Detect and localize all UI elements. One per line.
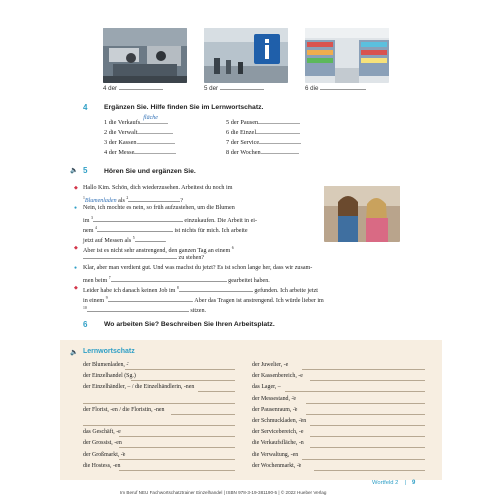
ex4-item-5: 5 der Pausen [226, 119, 300, 126]
exercise-5-title: Hören Sie und ergänzen Sie. [104, 168, 196, 175]
lernwortschatz-entry: der Schmuckladen, -̈en [252, 418, 307, 424]
ex4-item-6: 6 die Einzel [226, 129, 300, 136]
answer-line [83, 403, 235, 404]
dialogue-line-5: nem $^4$ ist nichts für mich. Ich arbeite [83, 226, 248, 235]
dialogue-line-4: im $^3$ einzukaufen. Die Arbeit in ei- [83, 216, 257, 225]
lernwortschatz-title: Lernwortschatz [83, 348, 135, 355]
lernwortschatz-entry: der Blumenladen, -̈ [83, 362, 129, 368]
answer-line [83, 425, 235, 426]
dialogue-line-7: Aber ist es nicht sehr anstrengend, den ganzen Tag an einem $^6$ [83, 246, 234, 255]
lernwortschatz-entry: das Lager, – [252, 384, 281, 391]
answer-line [310, 447, 425, 448]
dialogue-line-1: Hallo Kim. Schön, dich wiederzusehen. Arbeitest du noch im [83, 185, 233, 191]
dialogue-bullet-2: ● [74, 205, 78, 211]
page-number: 9 [412, 480, 416, 486]
answer-line [310, 380, 425, 381]
dialogue-line-10: men beim $^7$ gearbeitet haben. [83, 276, 270, 285]
page-section-label: Wortfeld 2 [372, 480, 399, 486]
ex4-item-1: 1 die Verkaufs fläche [104, 119, 168, 126]
lernwortschatz-entry: der Kassenbereich, -e [252, 373, 303, 380]
answer-line [171, 414, 235, 415]
ex4-item-8: 8 der Wochen [226, 149, 299, 156]
dialogue-line-9: Klar, aber man verdient gut. Und was machst du jetzt? Es ist schon lange her, dass wir zusam- [83, 265, 313, 271]
photo-market-stall [103, 28, 187, 83]
answer-line [119, 436, 235, 437]
lernwortschatz-entry: der Grossist, -en [83, 440, 122, 447]
lernwortschatz-speaker-icon[interactable]: 🔈 [70, 349, 79, 356]
dialogue-bullet-1: ◆ [74, 185, 78, 191]
lernwortschatz-entry: die Hostess, -en [83, 462, 121, 469]
answer-line [285, 391, 425, 392]
photo-caption-4: 4 der [103, 85, 163, 92]
photo-caption-6: 6 die [305, 85, 366, 92]
photo-two-women-talking [324, 186, 400, 242]
dialogue-line-8: zu stehen? [83, 253, 204, 263]
dialogue-line-3: Nein, ich mochte es nein, so früh aufzustehen, um die Blumen [83, 205, 235, 211]
dialogue-bullet-5: ◆ [74, 285, 78, 291]
ex4-item-2: 2 die Verwalt [104, 129, 173, 136]
lernwortschatz-entry: die Verkaufsfläche, -n [252, 440, 304, 447]
exercise-5-number: 5 [83, 166, 88, 175]
exercise-6-title: Wo arbeiten Sie? Beschreiben Sie Ihren Arbeitsplatz. [104, 321, 275, 328]
dialogue-line-6: jetzt auf Messen als $^5$. [83, 236, 167, 245]
lernwortschatz-entry: der Großmarkt, -̈e [83, 451, 126, 458]
answer-line [119, 470, 235, 471]
answer-line [314, 470, 425, 471]
audio-speaker-icon[interactable]: 🔈 [70, 167, 79, 174]
answer-line [306, 414, 425, 415]
answer-line [119, 459, 235, 460]
lernwortschatz-entry: die Verwaltung, -en [252, 451, 299, 458]
lernwortschatz-entry: der Florist, -en / die Floristin, -nen [83, 406, 165, 413]
answer-line [310, 425, 425, 426]
lernwortschatz-entry: der Messestand, -̈e [252, 395, 297, 402]
lernwortschatz-entry: der Einzelhändler, – / die Einzelhändlerin, -nen [83, 384, 195, 391]
answer-line [125, 369, 235, 370]
photo-caption-5: 5 der [204, 85, 264, 92]
lernwortschatz-entry: der Einzelhandel (Sg.) [83, 373, 136, 380]
answer-line [302, 369, 425, 370]
answer-line [131, 380, 235, 381]
ex4-item-3: 3 der Kassen [104, 139, 175, 146]
answer-line [306, 403, 425, 404]
exercise-4-title: Ergänzen Sie. Hilfe finden Sie im Lernwortschatz. [104, 104, 264, 111]
lernwortschatz-entry: der Wochenmarkt, -̈e [252, 462, 302, 469]
answer-line [119, 447, 235, 448]
lernwortschatz-entry: das Geschäft, -e [83, 429, 121, 436]
dialogue-line-2: $^1$Blumenladen als $^2$? [83, 196, 184, 205]
ex4-item-4: 4 der Messe [104, 149, 176, 156]
exercise-6-number: 6 [83, 320, 88, 329]
photo-supermarket-aisle [305, 28, 389, 83]
page-separator: | [405, 480, 407, 486]
ex4-item-7: 7 der Service [226, 139, 301, 146]
answer-line [302, 459, 425, 460]
photo-info-sign [204, 28, 288, 83]
lernwortschatz-entry: der Juwelier, -e [252, 362, 289, 368]
lernwortschatz-entry: der Pausenraum, -̈e [252, 406, 298, 413]
answer-line [310, 436, 425, 437]
footer-copyright: Im Beruf NEU Fachwortschatztrainer Einzelhandel | ISBN 978-3-19-381190-5 | © 2022 Hueber Verlag [120, 490, 327, 495]
dialogue-line-12: in einem $^9$. Aber das Tragen ist anstrengend. Ich würde lieber im [83, 296, 324, 305]
dialogue-bullet-3: ◆ [74, 245, 78, 251]
dialogue-line-11: Leider habe ich danach keinen Job im $^8$ gefunden. Ich arbeite jetzt [83, 286, 318, 295]
answer-line [198, 391, 235, 392]
lernwortschatz-entry: der Servicebereich, -e [252, 429, 304, 436]
dialogue-bullet-4: ● [74, 265, 78, 271]
dialogue-line-13: $^{10}$ sitzen. [83, 306, 207, 315]
handwritten-answer: fläche [143, 115, 158, 121]
exercise-4-number: 4 [83, 103, 88, 112]
